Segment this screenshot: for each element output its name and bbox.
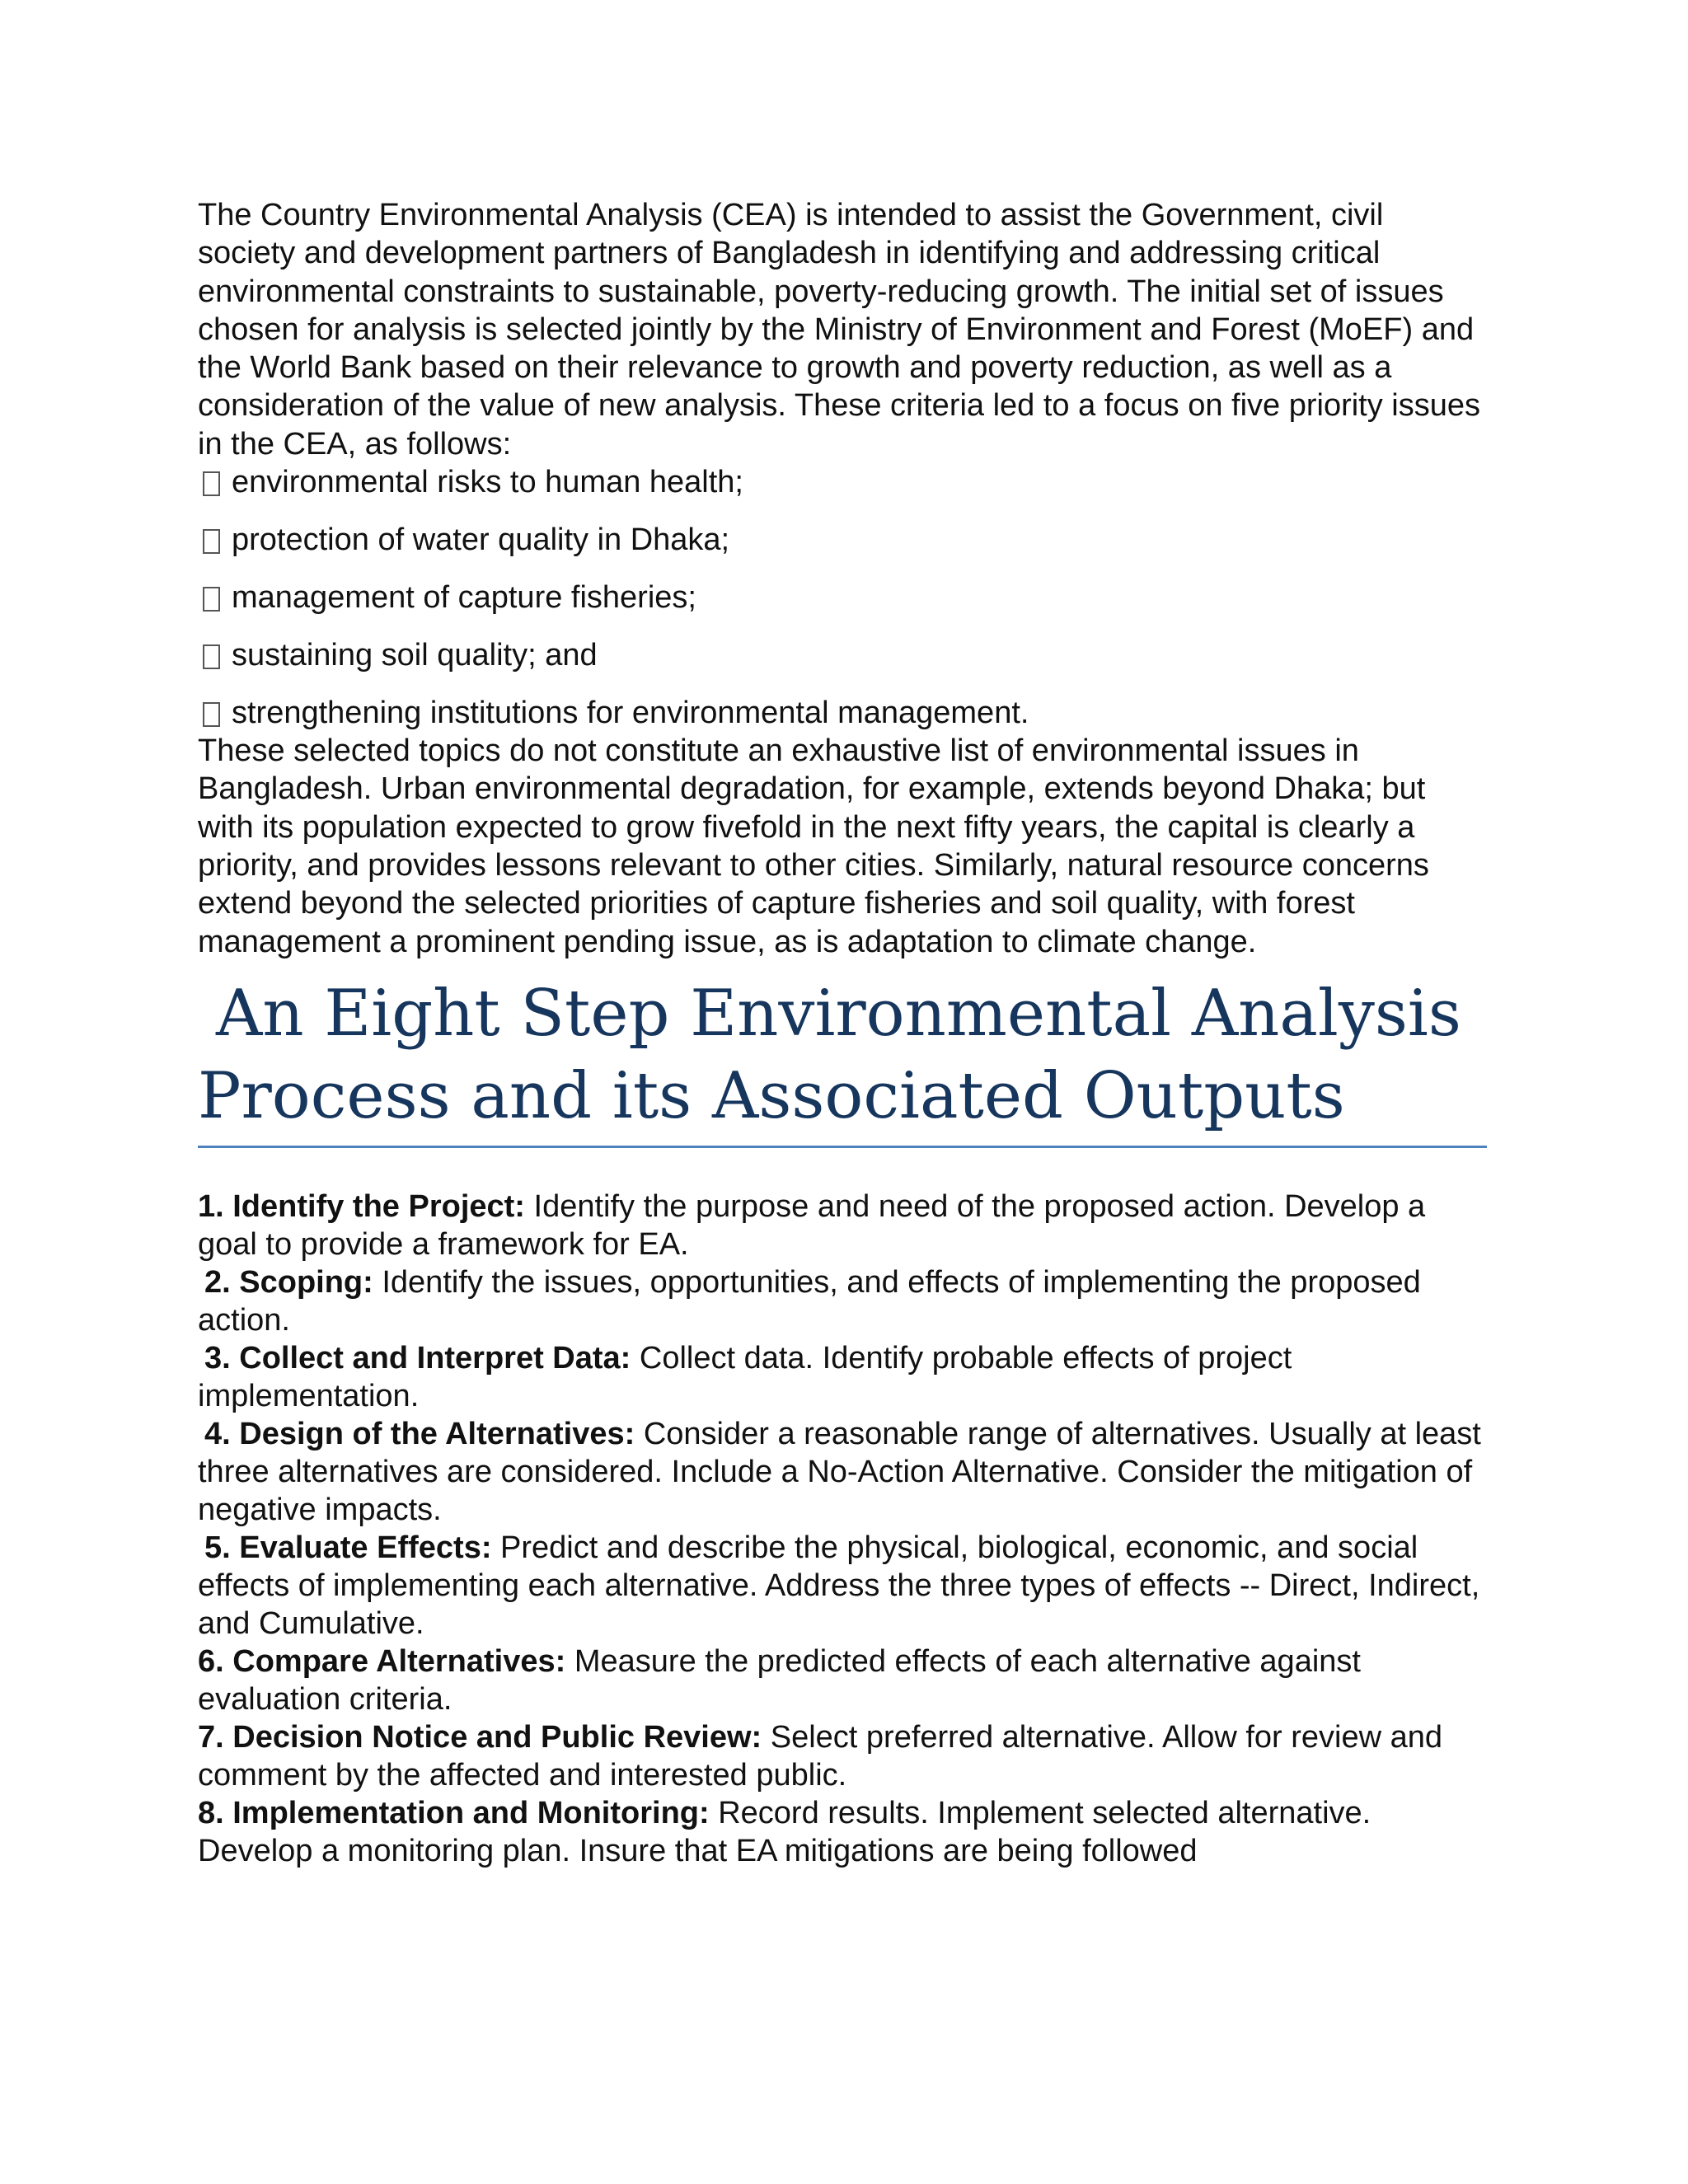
bullet-box-icon: [203, 702, 220, 727]
step-1: [198, 1188, 1484, 1263]
step-label: 7. Decision Notice and Public Review:: [198, 1719, 762, 1755]
step-7: [198, 1718, 1484, 1794]
list-item: [198, 521, 1484, 579]
intro-paragraph: The Country Environmental Analysis (CEA) is intended to assist the Government, civil society and development partners of Bangladesh in identifying and addressing critical environmental constraints to sustainable, poverty-reducing growth. The initial set of issues chosen for analysis is selected jointly by the Ministry of Environment and Forest (MoEF) and the World Bank based on their relevance to growth and poverty reduction, as well as a consideration of the value of new analysis. These criteria led to a focus on five priority issues in the CEA, as follows:: [198, 198, 1480, 462]
bullet-box-icon: [203, 644, 220, 669]
step-text: Record results. Implement selected alternative. Develop a monitoring plan. Insure that EA mitigations are being followed: [198, 1795, 1372, 1868]
list-item-text: sustaining soil quality; and: [232, 638, 598, 673]
step-label: 8. Implementation and Monitoring:: [198, 1795, 710, 1830]
step-4: [198, 1415, 1484, 1529]
list-item: [198, 694, 1484, 732]
step-text: Consider a reasonable range of alternatives. Usually at least three alternatives are considered. Include a No-Action Alternative. Consider the mitigation of negative impacts.: [198, 1416, 1481, 1527]
list-item: [198, 579, 1484, 636]
step-5: [198, 1529, 1484, 1643]
document-page: [198, 196, 1484, 1870]
list-item-text: management of capture fisheries;: [232, 580, 696, 616]
heading-line-2: Process and its Associated Outputs: [198, 1058, 1345, 1133]
step-text: Predict and describe the physical, biological, economic, and social effects of implementing each alternative. Address the three types of effects -- Direct, Indirect, and Cumulative.: [198, 1530, 1480, 1641]
step-3: [198, 1339, 1484, 1415]
step-label: 1. Identify the Project:: [198, 1188, 525, 1224]
list-item-text: protection of water quality in Dhaka;: [232, 523, 730, 558]
step-text: Select preferred alternative. Allow for review and comment by the affected and interested public.: [198, 1719, 1443, 1793]
list-item: [198, 463, 1484, 521]
steps-list: [198, 1188, 1484, 1870]
step-2: [198, 1263, 1484, 1339]
bullet-box-icon: [203, 529, 220, 554]
followup-paragraph: These selected topics do not constitute an exhaustive list of environmental issues in Bangladesh. Urban environmental degradation, for example, extends beyond Dhaka; but with its population expected to grow fivefold in the next fifty years, the capital is clearly a priority, and provides lessons relevant to other cities. Similarly, natural resource concerns extend beyond the selected priorities of capture fisheries and soil quality, with forest management a prominent pending issue, as is adaptation to climate change.: [198, 733, 1429, 959]
step-label: 2. Scoping:: [204, 1264, 373, 1300]
bullet-box-icon: [203, 587, 220, 612]
list-item-text: environmental risks to human health;: [232, 465, 743, 500]
step-label: 3. Collect and Interpret Data:: [204, 1340, 631, 1376]
bullet-box-icon: [203, 471, 220, 496]
heading-line-1: An Eight Step Environmental Analysis: [216, 976, 1461, 1051]
step-text: Collect data. Identify probable effects of project implementation.: [198, 1340, 1292, 1413]
priority-list: [198, 463, 1484, 732]
list-item: [198, 636, 1484, 694]
step-text: Measure the predicted effects of each alternative against evaluation criteria.: [198, 1643, 1361, 1717]
list-item-text: strengthening institutions for environmental management.: [232, 696, 1029, 731]
step-label: 6. Compare Alternatives:: [198, 1643, 566, 1679]
step-text: Identify the purpose and need of the proposed action. Develop a goal to provide a framework for EA.: [198, 1188, 1426, 1262]
step-8: [198, 1794, 1484, 1870]
step-6: [198, 1643, 1484, 1718]
step-label: 5. Evaluate Effects:: [204, 1530, 492, 1565]
section-heading-block: [198, 972, 1487, 1148]
step-label: 4. Design of the Alternatives:: [204, 1416, 635, 1451]
section-heading: [198, 972, 1487, 1137]
step-text: Identify the issues, opportunities, and effects of implementing the proposed action.: [198, 1264, 1421, 1338]
